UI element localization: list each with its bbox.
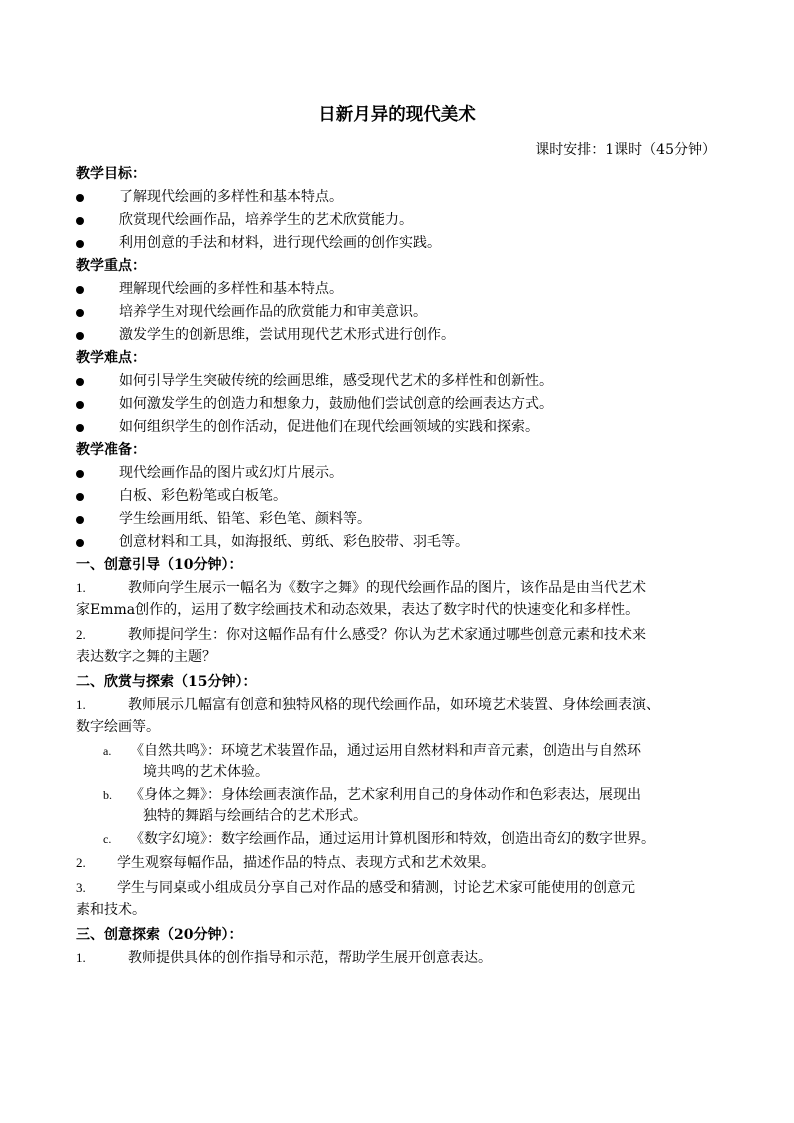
sub-item: c. 《数字幻境》：数字绘画作品，通过运用计算机图形和特效，创造出奇幻的数字世界。 bbox=[103, 831, 655, 847]
page-title: 日新月异的现代美术 bbox=[318, 105, 476, 125]
bullet-icon bbox=[76, 424, 84, 432]
list-item: 创意材料和工具，如海报纸、剪纸、彩色胶带、羽毛等。 bbox=[76, 531, 724, 554]
bullet-icon bbox=[76, 286, 84, 294]
bullet-icon bbox=[76, 217, 84, 225]
list-item: 利用创意的手法和材料，进行现代绘画的创作实践。 bbox=[76, 232, 724, 255]
list-item: 如何组织学生的创作活动，促进他们在现代绘画领域的实践和探索。 bbox=[76, 416, 724, 439]
list-item: 了解现代绘画的多样性和基本特点。 bbox=[76, 186, 724, 209]
list-item: 如何激发学生的创造力和想象力，鼓励他们尝试创意的绘画表达方式。 bbox=[76, 393, 724, 416]
list-item: 白板、彩色粉笔或白板笔。 bbox=[76, 485, 724, 508]
difficulties-heading: 教学难点： bbox=[76, 350, 146, 366]
list-item: 培养学生对现代绘画作品的欣赏能力和审美意识。 bbox=[76, 301, 724, 324]
goals-heading: 教学目标： bbox=[76, 166, 146, 182]
bullet-icon bbox=[76, 493, 84, 501]
section-2-heading: 二、欣赏与探索（15分钟）： bbox=[76, 674, 257, 690]
bullet-icon bbox=[76, 240, 84, 248]
sub-item: b. 《身体之舞》：身体绘画表演作品，艺术家利用自己的身体动作和色彩表达，展现出 独特的舞蹈与绘画结合的艺术形式。 bbox=[103, 787, 641, 824]
bullet-icon bbox=[76, 378, 84, 386]
bullet-icon bbox=[76, 194, 84, 202]
numbered-item: 2. 教师提问学生：你对这幅作品有什么感受？你认为艺术家通过哪些创意元素和技术来 表达数字之舞的主题？ bbox=[76, 627, 646, 665]
section-1-heading: 一、创意引导（10分钟）： bbox=[76, 557, 243, 573]
numbered-item: 1. 教师提供具体的创作指导和示范，帮助学生展开创意表达。 bbox=[76, 950, 492, 966]
bullet-icon bbox=[76, 401, 84, 409]
numbered-item: 3. 学生与同桌或小组成员分享自己对作品的感受和猜测，讨论艺术家可能使用的创意元 素和技术。 bbox=[76, 880, 635, 918]
bullet-icon bbox=[76, 516, 84, 524]
section-3-heading: 三、创意探索（20分钟）： bbox=[76, 927, 243, 943]
numbered-item: 2. 学生观察每幅作品，描述作品的特点、表现方式和艺术效果。 bbox=[76, 855, 495, 871]
bullet-icon bbox=[76, 332, 84, 340]
preparation-heading: 教学准备： bbox=[76, 442, 146, 458]
schedule-line: 课时安排：1课时（45分钟） bbox=[535, 142, 716, 158]
list-item: 现代绘画作品的图片或幻灯片展示。 bbox=[76, 462, 724, 485]
list-item: 理解现代绘画的多样性和基本特点。 bbox=[76, 278, 724, 301]
list-item: 如何引导学生突破传统的绘画思维，感受现代艺术的多样性和创新性。 bbox=[76, 370, 724, 393]
key-points-heading: 教学重点： bbox=[76, 258, 146, 274]
list-item: 学生绘画用纸、铅笔、彩色笔、颜料等。 bbox=[76, 508, 724, 531]
sub-item: a. 《自然共鸣》：环境艺术装置作品，通过运用自然材料和声音元素，创造出与自然环 境共鸣的艺术体验。 bbox=[103, 743, 641, 780]
lesson-content bbox=[76, 163, 724, 972]
numbered-item: 1. 教师展示几幅富有创意和独特风格的现代绘画作品，如环境艺术装置、身体绘画表演、 数字绘画等。 bbox=[76, 697, 660, 735]
bullet-icon bbox=[76, 309, 84, 317]
numbered-item: 1. 教师向学生展示一幅名为《数字之舞》的现代绘画作品的图片，该作品是由当代艺术 家Emma创作的，运用了数字绘画技术和动态效果，表达了数字时代的快速变化和多样性。 bbox=[76, 580, 646, 618]
list-item: 欣赏现代绘画作品，培养学生的艺术欣赏能力。 bbox=[76, 209, 724, 232]
bullet-icon bbox=[76, 539, 84, 547]
bullet-icon bbox=[76, 470, 84, 478]
list-item: 激发学生的创新思维，尝试用现代艺术形式进行创作。 bbox=[76, 324, 724, 347]
